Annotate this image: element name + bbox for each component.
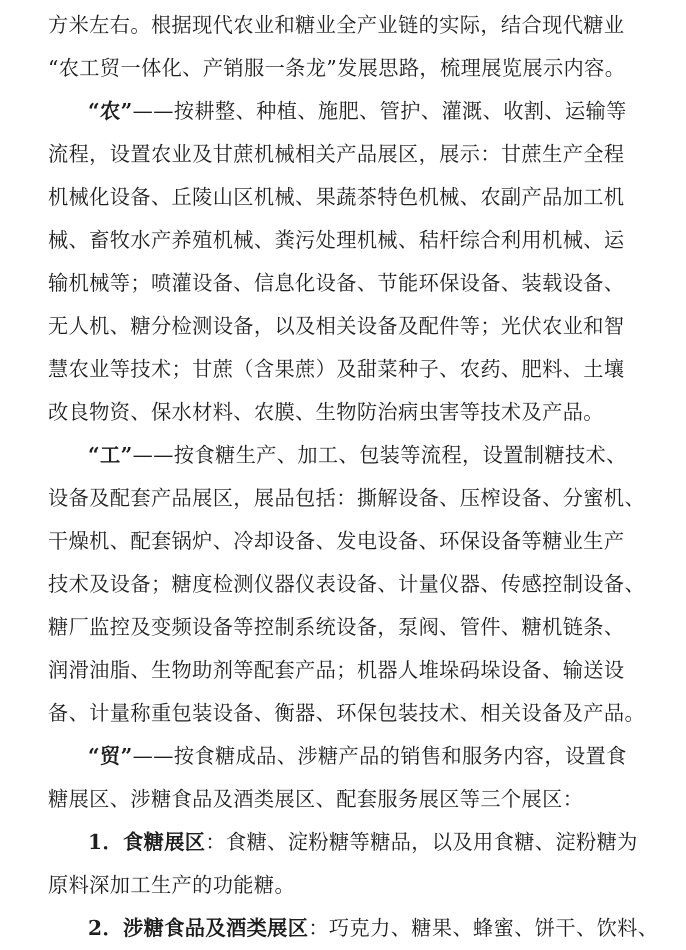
text-line-9: 慧农业等技术；甘蔗（含果蔗）及甜菜种子、农药、肥料、土壤 <box>48 357 625 381</box>
text-line-14: 技术及设备；糖度检测仪器仪表设备、计量仪器、传感控制设备、 <box>48 572 646 596</box>
list-item-2 <box>48 907 666 950</box>
text-line-5: 机械化设备、丘陵山区机械、果蔬茶特色机械、农副产品加工机 <box>48 185 625 209</box>
list-item-1 <box>48 821 666 864</box>
paragraph-text: ——按耕整、种植、施肥、管护、灌溉、收割、运输等 <box>132 99 627 123</box>
text-line-13: 干燥机、配套锅炉、冷却设备、发电设备、环保设备等糖业生产 <box>48 529 625 553</box>
paragraph-mao-first-line <box>48 735 666 778</box>
list-item-title: 食糖展区 <box>123 830 206 854</box>
text-line-15: 糖厂监控及变频设备等控制系统设备，泵阀、管件、糖机链条、 <box>48 615 625 639</box>
text-line-12: 设备及配套产品展区，展品包括：撕解设备、压榨设备、分蜜机、 <box>48 486 646 510</box>
text-line-1: 方米左右。根据现代农业和糖业全产业链的实际，结合现代糖业 <box>48 13 625 37</box>
text-line-4: 流程，设置农业及甘蔗机械相关产品展区，展示：甘蔗生产全程 <box>48 142 625 166</box>
section-heading-nong: “农” <box>88 99 133 123</box>
text-line-6: 械、畜牧水产养殖机械、粪污处理机械、秸杆综合利用机械、运 <box>48 228 625 252</box>
list-item-title: 涉糖食品及酒类展区 <box>123 916 309 940</box>
list-number: 1． <box>88 830 124 854</box>
section-heading-mao: “贸” <box>88 744 133 768</box>
list-number: 2． <box>88 916 124 940</box>
text-line-21: 原料深加工生产的功能糖。 <box>48 873 296 897</box>
text-line-8: 无人机、糖分检测设备，以及相关设备及配件等；光伏农业和智 <box>48 314 625 338</box>
paragraph-text: ——按食糖成品、涉糖产品的销售和服务内容，设置食 <box>132 744 627 768</box>
list-item-text: ：食糖、淀粉糖等糖品，以及用食糖、淀粉糖为 <box>205 830 638 854</box>
paragraph-gong-first-line <box>48 434 666 477</box>
text-line-19: 糖展区、涉糖食品及酒类展区、配套服务展区等三个展区： <box>48 787 584 811</box>
text-line-16: 润滑油脂、生物助剂等配套产品；机器人堆垛码垛设备、输送设 <box>48 658 625 682</box>
paragraph-nong-first-line <box>48 90 666 133</box>
text-line-2: “农工贸一体化、产销服一条龙”发展思路，梳理展览展示内容。 <box>48 56 626 80</box>
section-heading-gong: “工” <box>88 443 133 467</box>
text-line-17: 备、计量称重包装设备、衡器、环保包装技术、相关设备及产品。 <box>48 701 646 725</box>
text-line-10: 改良物资、保水材料、农膜、生物防治病虫害等技术及产品。 <box>48 400 604 424</box>
list-item-text: ：巧克力、糖果、蜂蜜、饼干、饮料、 <box>308 916 659 940</box>
text-line-7: 输机械等；喷灌设备、信息化设备、节能环保设备、装载设备、 <box>48 271 625 295</box>
paragraph-text: ——按食糖生产、加工、包装等流程，设置制糖技术、 <box>132 443 627 467</box>
